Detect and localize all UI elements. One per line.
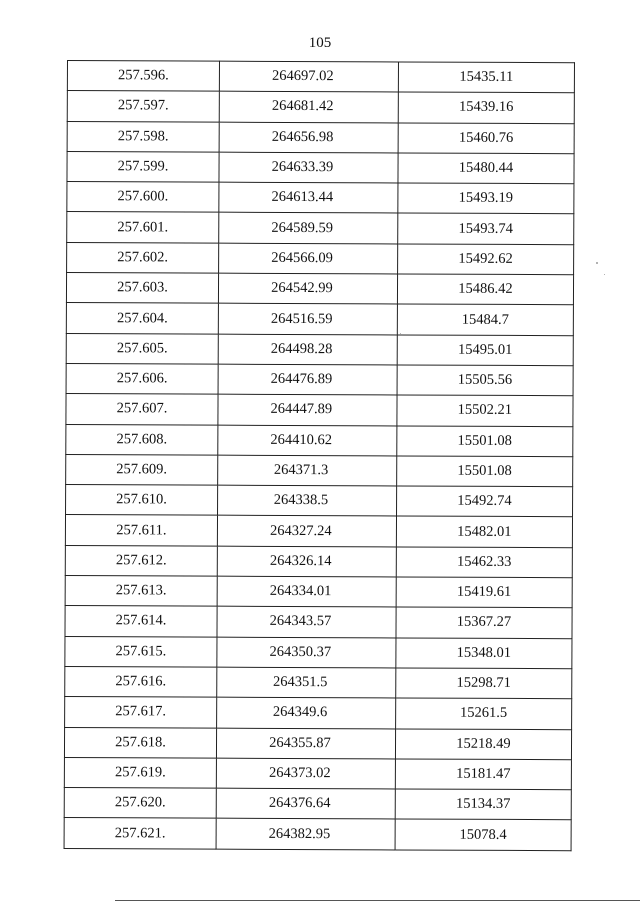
point-number-cell: 257.613.: [65, 576, 217, 607]
table-row: [66, 394, 573, 427]
point-number-cell: 257.598.: [67, 121, 219, 152]
table-row: [66, 454, 573, 487]
table-row: [67, 212, 574, 245]
y-coordinate-cell: 15492.62: [397, 244, 573, 275]
coordinates-table: [64, 60, 575, 851]
x-coordinate-cell: 264350.37: [217, 637, 396, 668]
point-number-cell: 257.604.: [66, 303, 218, 334]
x-coordinate-cell: 264566.09: [219, 243, 398, 274]
table-row: [67, 121, 574, 154]
y-coordinate-cell: 15502.21: [397, 395, 573, 426]
point-number-cell: 257.600.: [67, 182, 219, 213]
point-number-cell: 257.606.: [66, 363, 218, 394]
y-coordinate-cell: 15493.19: [398, 183, 574, 214]
table-row: [66, 424, 573, 457]
table-row: [66, 363, 573, 396]
y-coordinate-cell: 15501.08: [396, 456, 572, 487]
y-coordinate-cell: 15480.44: [398, 153, 574, 184]
x-coordinate-cell: 264373.02: [216, 758, 395, 789]
x-coordinate-cell: 264349.6: [217, 697, 396, 728]
point-number-cell: 257.605.: [66, 333, 218, 364]
table-row: [65, 515, 572, 548]
y-coordinate-cell: 15419.61: [396, 577, 572, 608]
x-coordinate-cell: 264334.01: [217, 576, 396, 607]
point-number-cell: 257.603.: [66, 273, 218, 304]
y-coordinate-cell: 15492.74: [396, 486, 572, 517]
x-coordinate-cell: 264382.95: [216, 819, 395, 850]
x-coordinate-cell: 264476.89: [218, 364, 397, 395]
x-coordinate-cell: 264516.59: [218, 304, 397, 335]
y-coordinate-cell: 15298.71: [396, 668, 572, 699]
table-row: [65, 606, 572, 639]
table-row: [67, 242, 574, 275]
table-body: [64, 61, 574, 851]
x-coordinate-cell: 264351.5: [217, 667, 396, 698]
table-row: [67, 91, 574, 124]
point-number-cell: 257.620.: [64, 788, 216, 819]
x-coordinate-cell: 264447.89: [218, 394, 397, 425]
scan-edge-line: [115, 900, 640, 901]
y-coordinate-cell: 15181.47: [395, 759, 571, 790]
point-number-cell: 257.608.: [66, 424, 218, 455]
point-number-cell: 257.612.: [65, 545, 217, 576]
y-coordinate-cell: 15505.56: [397, 365, 573, 396]
y-coordinate-cell: 15218.49: [395, 728, 571, 759]
x-coordinate-cell: 264613.44: [219, 182, 398, 213]
point-number-cell: 257.617.: [65, 697, 217, 728]
y-coordinate-cell: 15078.4: [395, 819, 571, 850]
point-number-cell: 257.602.: [67, 242, 219, 273]
page-number: 105: [308, 35, 332, 51]
x-coordinate-cell: 264338.5: [217, 485, 396, 516]
x-coordinate-cell: 264697.02: [219, 61, 398, 92]
table-row: [66, 273, 573, 306]
x-coordinate-cell: 264327.24: [217, 516, 396, 547]
table-row: [65, 636, 572, 669]
y-coordinate-cell: 15439.16: [398, 92, 574, 123]
point-number-cell: 257.609.: [66, 454, 218, 485]
point-number-cell: 257.616.: [65, 666, 217, 697]
table-row: [67, 61, 574, 94]
scan-speck: [604, 274, 605, 275]
table-row: [65, 666, 572, 699]
table-row: [65, 697, 572, 730]
scan-speck: [400, 333, 401, 334]
y-coordinate-cell: 15486.42: [397, 274, 573, 305]
x-coordinate-cell: 264498.28: [218, 334, 397, 365]
x-coordinate-cell: 264343.57: [217, 607, 396, 638]
point-number-cell: 257.621.: [64, 818, 216, 849]
y-coordinate-cell: 15482.01: [396, 516, 572, 547]
y-coordinate-cell: 15261.5: [395, 698, 571, 729]
x-coordinate-cell: 264376.64: [216, 788, 395, 819]
point-number-cell: 257.601.: [67, 212, 219, 243]
point-number-cell: 257.599.: [67, 151, 219, 182]
y-coordinate-cell: 15435.11: [398, 62, 574, 93]
table-row: [66, 485, 573, 518]
table-row: [66, 333, 573, 366]
point-number-cell: 257.607.: [66, 394, 218, 425]
table-row: [65, 576, 572, 609]
y-coordinate-cell: 15134.37: [395, 789, 571, 820]
y-coordinate-cell: 15460.76: [398, 123, 574, 154]
x-coordinate-cell: 264681.42: [219, 91, 398, 122]
table-row: [64, 818, 571, 851]
table-row: [66, 303, 573, 336]
y-coordinate-cell: 15462.33: [396, 547, 572, 578]
point-number-cell: 257.619.: [64, 757, 216, 788]
point-number-cell: 257.597.: [67, 91, 219, 122]
x-coordinate-cell: 264326.14: [217, 546, 396, 577]
x-coordinate-cell: 264371.3: [218, 455, 397, 486]
x-coordinate-cell: 264589.59: [219, 213, 398, 244]
x-coordinate-cell: 264355.87: [216, 728, 395, 759]
x-coordinate-cell: 264542.99: [218, 273, 397, 304]
table-row: [64, 788, 571, 821]
y-coordinate-cell: 15367.27: [396, 607, 572, 638]
x-coordinate-cell: 264656.98: [219, 122, 398, 153]
point-number-cell: 257.614.: [65, 606, 217, 637]
y-coordinate-cell: 15348.01: [396, 638, 572, 669]
table-row: [64, 757, 571, 790]
point-number-cell: 257.610.: [66, 485, 218, 516]
point-number-cell: 257.596.: [67, 61, 219, 92]
y-coordinate-cell: 15484.7: [397, 304, 573, 335]
x-coordinate-cell: 264410.62: [218, 425, 397, 456]
table-row: [67, 151, 574, 184]
x-coordinate-cell: 264633.39: [219, 152, 398, 183]
y-coordinate-cell: 15501.08: [397, 426, 573, 457]
scan-speck: [596, 262, 598, 264]
y-coordinate-cell: 15493.74: [398, 213, 574, 244]
point-number-cell: 257.618.: [64, 727, 216, 758]
point-number-cell: 257.615.: [65, 636, 217, 667]
table-row: [67, 182, 574, 215]
table-row: [64, 727, 571, 760]
point-number-cell: 257.611.: [65, 515, 217, 546]
table-row: [65, 545, 572, 578]
y-coordinate-cell: 15495.01: [397, 335, 573, 366]
